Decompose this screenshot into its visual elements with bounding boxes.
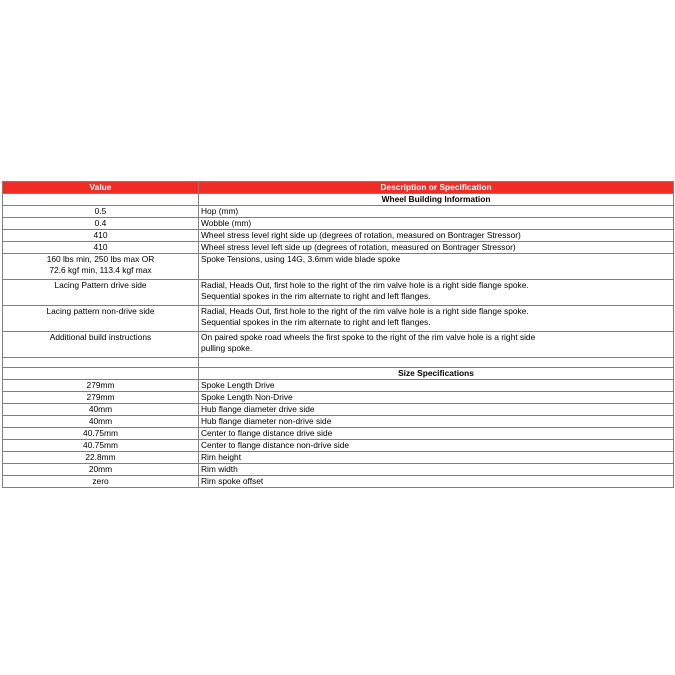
description-text: Rim width: [201, 464, 238, 474]
table-row: [3, 392, 674, 404]
table-row: [3, 428, 674, 440]
description-text: Radial, Heads Out, first hole to the right of the rim valve hole is a right side flange spoke.: [201, 306, 529, 316]
spec-table: [2, 181, 674, 488]
value-cell: [3, 332, 199, 358]
value-text: Additional build instructions: [49, 332, 152, 342]
description-cell: [199, 306, 674, 332]
value-cell: [3, 440, 199, 452]
value-text: Lacing pattern non-drive side: [46, 306, 155, 316]
table-row: [3, 452, 674, 464]
value-text: 0.5: [94, 206, 107, 216]
header-value: Value: [3, 182, 199, 194]
table-row: [3, 464, 674, 476]
value-cell: [3, 306, 199, 332]
description-cell: [199, 440, 674, 452]
value-text: zero: [92, 476, 109, 486]
value-text: 22.8mm: [85, 452, 116, 462]
table-row: [3, 440, 674, 452]
section-empty-cell: [3, 194, 199, 206]
value-text: 40.75mm: [83, 440, 118, 450]
table-row: [3, 416, 674, 428]
description-cell: [199, 404, 674, 416]
blank-cell: [199, 358, 674, 368]
table-row: [3, 380, 674, 392]
value-cell: [3, 230, 199, 242]
description-cell: [199, 380, 674, 392]
table-row: [3, 254, 674, 280]
table-row: [3, 206, 674, 218]
description-text: Hub flange diameter non-drive side: [201, 416, 332, 426]
description-text: Hub flange diameter drive side: [201, 404, 315, 414]
description-cell: [199, 242, 674, 254]
value-text: 0.4: [94, 218, 107, 228]
value-cell: [3, 476, 199, 488]
description-text: Radial, Heads Out, first hole to the right of the rim valve hole is a right side flange spoke.: [201, 280, 529, 290]
description-text: Spoke Tensions, using 14G, 3.6mm wide blade spoke: [201, 254, 401, 264]
value-cell: [3, 464, 199, 476]
description-cell: [199, 332, 674, 358]
description-cell: [199, 392, 674, 404]
table-row: [3, 332, 674, 358]
description-cell: [199, 230, 674, 242]
table-row: [3, 242, 674, 254]
description-text: Rim height: [201, 452, 242, 462]
blank-row: [3, 358, 674, 368]
value-text: Lacing Pattern drive side: [54, 280, 147, 290]
section-empty-cell: [3, 368, 199, 380]
value-text: 160 lbs min, 250 lbs max OR: [46, 254, 155, 264]
value-cell: [3, 392, 199, 404]
table-row: [3, 306, 674, 332]
description-text: Wheel stress level left side up (degrees of rotation, measured on Bontrager Stressor): [201, 242, 516, 252]
description-text: Center to flange distance non-drive side: [201, 440, 350, 450]
description-cell: [199, 254, 674, 280]
section-title: Wheel Building Information: [199, 194, 674, 206]
value-text: 20mm: [88, 464, 113, 474]
description-text: Sequential spokes in the rim alternate to right and left flanges.: [201, 291, 431, 301]
description-text: Spoke Length Drive: [201, 380, 275, 390]
description-cell: [199, 416, 674, 428]
value-text: 279mm: [86, 380, 115, 390]
description-cell: [199, 476, 674, 488]
value-cell: [3, 254, 199, 280]
value-cell: [3, 206, 199, 218]
description-text: Spoke Length Non-Drive: [201, 392, 293, 402]
table-row: [3, 280, 674, 306]
table-row: [3, 218, 674, 230]
blank-cell: [3, 358, 199, 368]
value-text: 410: [93, 242, 108, 252]
description-text: Center to flange distance drive side: [201, 428, 333, 438]
value-text: 40mm: [88, 416, 113, 426]
value-cell: [3, 428, 199, 440]
value-text: 410: [93, 230, 108, 240]
spec-table-body: [3, 182, 674, 488]
description-cell: [199, 464, 674, 476]
header-description: Description or Specification: [199, 182, 674, 194]
value-cell: [3, 380, 199, 392]
description-text: Rim spoke offset: [201, 476, 264, 486]
table-row: [3, 404, 674, 416]
value-cell: [3, 242, 199, 254]
description-cell: [199, 428, 674, 440]
value-cell: [3, 416, 199, 428]
value-text: 40.75mm: [83, 428, 118, 438]
description-text: Wobble (mm): [201, 218, 252, 228]
value-cell: [3, 452, 199, 464]
section-header-row: [3, 368, 674, 380]
value-text: 279mm: [86, 392, 115, 402]
table-row: [3, 476, 674, 488]
value-cell: [3, 218, 199, 230]
value-text: 40mm: [88, 404, 113, 414]
table-header-row: [3, 182, 674, 194]
description-text: On paired spoke road wheels the first spoke to the right of the rim valve hole is a right side: [201, 332, 536, 342]
value-cell: [3, 404, 199, 416]
description-cell: [199, 452, 674, 464]
value-text: 72.6 kgf min, 113.4 kgf max: [49, 265, 152, 275]
description-text: Sequential spokes in the rim alternate to right and left flanges.: [201, 317, 431, 327]
description-cell: [199, 218, 674, 230]
description-cell: [199, 206, 674, 218]
value-cell: [3, 280, 199, 306]
description-text: Hop (mm): [201, 206, 239, 216]
description-text: Wheel stress level right side up (degrees of rotation, measured on Bontrager Stressor): [201, 230, 521, 240]
section-header-row: [3, 194, 674, 206]
table-row: [3, 230, 674, 242]
section-title: Size Specifications: [199, 368, 674, 380]
description-text: pulling spoke.: [201, 343, 253, 353]
description-cell: [199, 280, 674, 306]
